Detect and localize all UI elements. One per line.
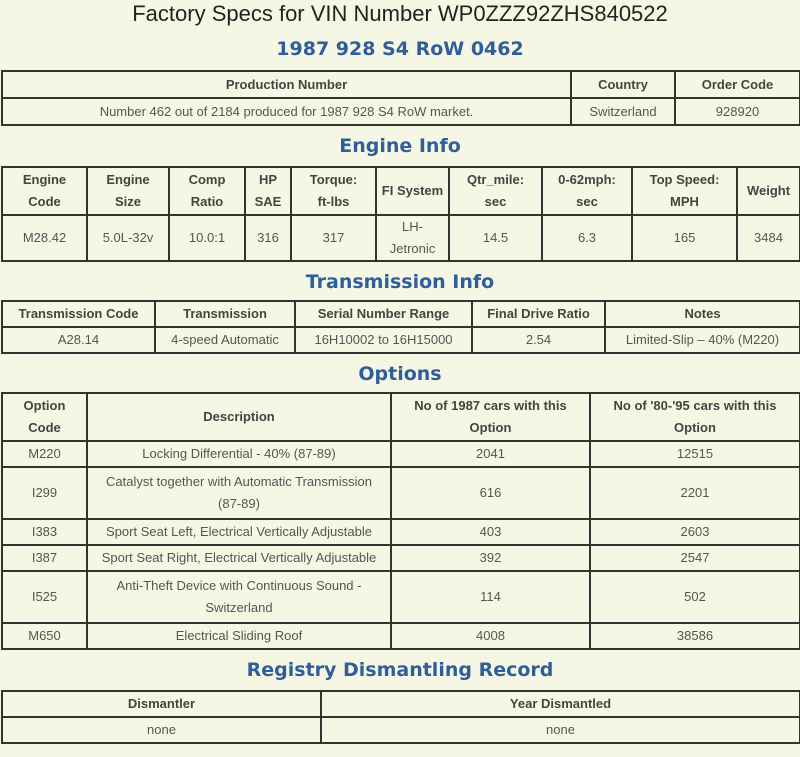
- option-count-1987: 4008: [391, 623, 590, 649]
- option-count-all: 2603: [590, 519, 800, 545]
- engine-table: [1, 166, 800, 262]
- transmission-header-row: [2, 301, 800, 327]
- option-row: [2, 519, 800, 545]
- engine-cell: 317: [291, 215, 376, 261]
- engine-title: Engine Info: [339, 135, 461, 157]
- options-header-cell: No of '80-'95 cars with this Option: [590, 393, 800, 441]
- option-count-all: 2547: [590, 545, 800, 571]
- option-row: [2, 545, 800, 571]
- dismantling-cell: none: [321, 717, 800, 743]
- engine-header-cell: Torque: ft-lbs: [291, 167, 376, 215]
- transmission-table: [1, 300, 800, 354]
- engine-row: [2, 215, 800, 261]
- engine-cell: 316: [245, 215, 291, 261]
- option-description: Locking Differential - 40% (87-89): [87, 441, 391, 467]
- option-count-1987: 2041: [391, 441, 590, 467]
- dismantling-cell: none: [2, 717, 321, 743]
- engine-header-cell: Comp Ratio: [169, 167, 245, 215]
- dismantling-header-cell: Year Dismantled: [321, 691, 800, 717]
- option-description: Catalyst together with Automatic Transmission (87-89): [87, 467, 391, 519]
- production-header-cell: Country: [571, 71, 675, 98]
- option-description: Sport Seat Right, Electrical Vertically Adjustable: [87, 545, 391, 571]
- engine-header-cell: Weight: [737, 167, 800, 215]
- engine-header-cell: Qtr_mile: sec: [449, 167, 542, 215]
- dismantling-table: [1, 690, 800, 744]
- option-count-1987: 392: [391, 545, 590, 571]
- option-count-1987: 114: [391, 571, 590, 623]
- option-count-1987: 616: [391, 467, 590, 519]
- transmission-cell: 2.54: [472, 327, 605, 353]
- option-code: M650: [2, 623, 87, 649]
- option-row: [2, 571, 800, 623]
- options-header-cell: Option Code: [2, 393, 87, 441]
- production-cell: 928920: [675, 98, 800, 125]
- model-title: 1987 928 S4 RoW 0462: [276, 38, 524, 60]
- engine-header-cell: 0-62mph: sec: [542, 167, 632, 215]
- option-count-all: 502: [590, 571, 800, 623]
- option-row: [2, 623, 800, 649]
- engine-cell: LH-Jetronic: [376, 215, 449, 261]
- option-description: Electrical Sliding Roof: [87, 623, 391, 649]
- option-count-all: 38586: [590, 623, 800, 649]
- engine-header-cell: HP SAE: [245, 167, 291, 215]
- engine-cell: 165: [632, 215, 737, 261]
- transmission-header-cell: Final Drive Ratio: [472, 301, 605, 327]
- transmission-header-cell: Notes: [605, 301, 800, 327]
- options-title: Options: [358, 363, 442, 385]
- option-row: [2, 441, 800, 467]
- engine-header-cell: Top Speed: MPH: [632, 167, 737, 215]
- option-count-1987: 403: [391, 519, 590, 545]
- engine-cell: 6.3: [542, 215, 632, 261]
- production-header-cell: Production Number: [2, 71, 571, 98]
- option-code: I387: [2, 545, 87, 571]
- transmission-title: Transmission Info: [305, 271, 495, 293]
- engine-cell: 5.0L-32v: [87, 215, 169, 261]
- engine-header-cell: FI System: [376, 167, 449, 215]
- dismantling-header-row: [2, 691, 800, 717]
- option-description: Sport Seat Left, Electrical Vertically Adjustable: [87, 519, 391, 545]
- dismantling-header-cell: Dismantler: [2, 691, 321, 717]
- engine-cell: 14.5: [449, 215, 542, 261]
- option-count-all: 12515: [590, 441, 800, 467]
- engine-cell: 10.0:1: [169, 215, 245, 261]
- page-title: Factory Specs for VIN Number WP0ZZZ92ZHS840522: [132, 1, 668, 26]
- transmission-cell: 4-speed Automatic: [155, 327, 295, 353]
- transmission-cell: 16H10002 to 16H15000: [295, 327, 472, 353]
- production-header-cell: Order Code: [675, 71, 800, 98]
- transmission-row: [2, 327, 800, 353]
- production-cell: Number 462 out of 2184 produced for 1987 928 S4 RoW market.: [2, 98, 571, 125]
- options-header-cell: No of 1987 cars with this Option: [391, 393, 590, 441]
- transmission-cell: Limited-Slip – 40% (M220): [605, 327, 800, 353]
- transmission-header-cell: Serial Number Range: [295, 301, 472, 327]
- transmission-header-cell: Transmission Code: [2, 301, 155, 327]
- option-code: I383: [2, 519, 87, 545]
- transmission-header-cell: Transmission: [155, 301, 295, 327]
- option-description: Anti-Theft Device with Continuous Sound - Switzerland: [87, 571, 391, 623]
- production-table: [1, 70, 800, 126]
- option-count-all: 2201: [590, 467, 800, 519]
- transmission-cell: A28.14: [2, 327, 155, 353]
- option-code: I299: [2, 467, 87, 519]
- engine-header-row: [2, 167, 800, 215]
- option-code: M220: [2, 441, 87, 467]
- engine-header-cell: Engine Size: [87, 167, 169, 215]
- dismantling-row: [2, 717, 800, 743]
- production-header-row: [2, 71, 800, 98]
- options-table: [1, 392, 800, 650]
- engine-header-cell: Engine Code: [2, 167, 87, 215]
- option-row: [2, 467, 800, 519]
- engine-cell: M28.42: [2, 215, 87, 261]
- production-row: [2, 98, 800, 125]
- options-header-row: [2, 393, 800, 441]
- engine-cell: 3484: [737, 215, 800, 261]
- production-cell: Switzerland: [571, 98, 675, 125]
- options-header-cell: Description: [87, 393, 391, 441]
- option-code: I525: [2, 571, 87, 623]
- dismantling-title: Registry Dismantling Record: [246, 659, 554, 681]
